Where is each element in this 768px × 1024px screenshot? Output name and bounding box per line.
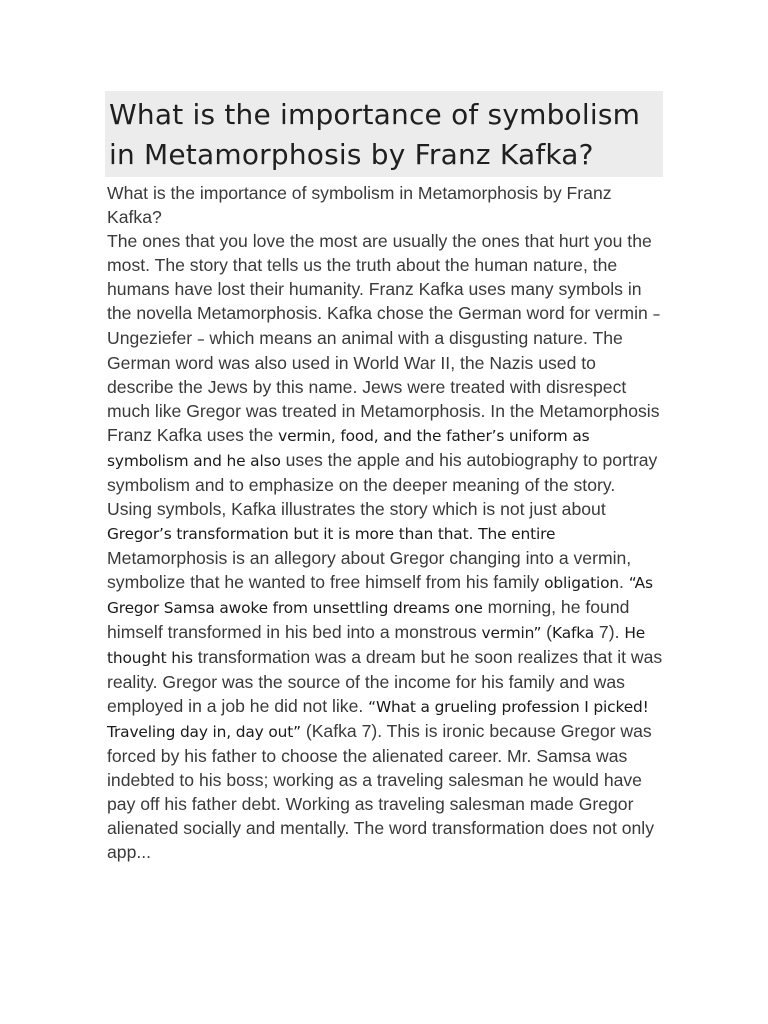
text-run-dark: Gregor’s transformation but it is more than that (107, 525, 469, 543)
text-run: uses the apple and his autobiography to portray symbolism and to emphasize on the deeper meaning of the story. (107, 450, 658, 495)
text-run-dark: “As Gregor Samsa awoke from unsettling dreams one (107, 574, 653, 617)
text-run-dark: obligation (544, 574, 620, 592)
text-run-dark: The entire (478, 525, 556, 543)
text-run: Metamorphosis is an allegory about Gregor changing into a vermin, symbolize that he wanted to free himself from his family (107, 548, 632, 592)
paragraph (107, 229, 667, 497)
text-run-dark: – (652, 305, 661, 323)
text-run-dark: – (196, 330, 205, 348)
paragraph (107, 497, 667, 864)
text-run: (Kafka 7). This is ironic because Gregor was forced by his father to choose the alienated career. Mr. Samsa was indebted to his boss; working as a traveling salesman he would have pay off his father debt. Working as traveling salesman made Gregor alienated socially and mentally. The word transformation does not only app... (107, 721, 655, 862)
text-run: Using symbols, Kafka illustrates the story which is not just about (107, 499, 606, 519)
text-run: ( (541, 622, 553, 642)
page-title: What is the importance of symbolism in Metamorphosis by Franz Kafka? (109, 98, 641, 171)
text-run-dark: “What a grueling profession I picked! Traveling day in, day out” (107, 698, 649, 741)
text-run: . (619, 572, 629, 592)
text-run-dark: Kafka (552, 624, 595, 642)
text-run: The ones that you love the most are usually the ones that hurt you the most. The story that tells us the truth about the human nature, the humans have lost their humanity. Franz Kafka uses many symbols in the novella Metamorphosis. Kafka chose the German word for vermin (107, 231, 653, 323)
title-box (105, 91, 663, 177)
document-body (107, 181, 667, 864)
text-run-dark: He thought his (107, 624, 646, 667)
text-run-dark: vermin, food, and the father’s uniform as symbolism and he also (107, 427, 590, 470)
text-run-dark: vermin” (481, 624, 542, 642)
text-run: morning, he found himself transformed in his bed into a monstrous (107, 597, 630, 642)
text-run: What is the importance of symbolism in Metamorphosis by Franz Kafka? (107, 183, 612, 227)
paragraph (107, 181, 667, 229)
text-run: 7). (594, 622, 625, 642)
text-run: transformation was a dream but he soon realizes that it was reality. Gregor was the source of the income for his family and was employed in a job he did not like. (107, 647, 663, 716)
text-run: . (468, 523, 479, 543)
text-run: which means an animal with a disgusting nature. The German word was also used in World War II, the Nazis used to describe the Jews by this name. Jews were treated with disrespect much like Gregor was treated in Metamorphosis. In the Metamorphosis Franz Kafka uses the (107, 328, 660, 445)
text-run: Ungeziefer (107, 328, 197, 348)
